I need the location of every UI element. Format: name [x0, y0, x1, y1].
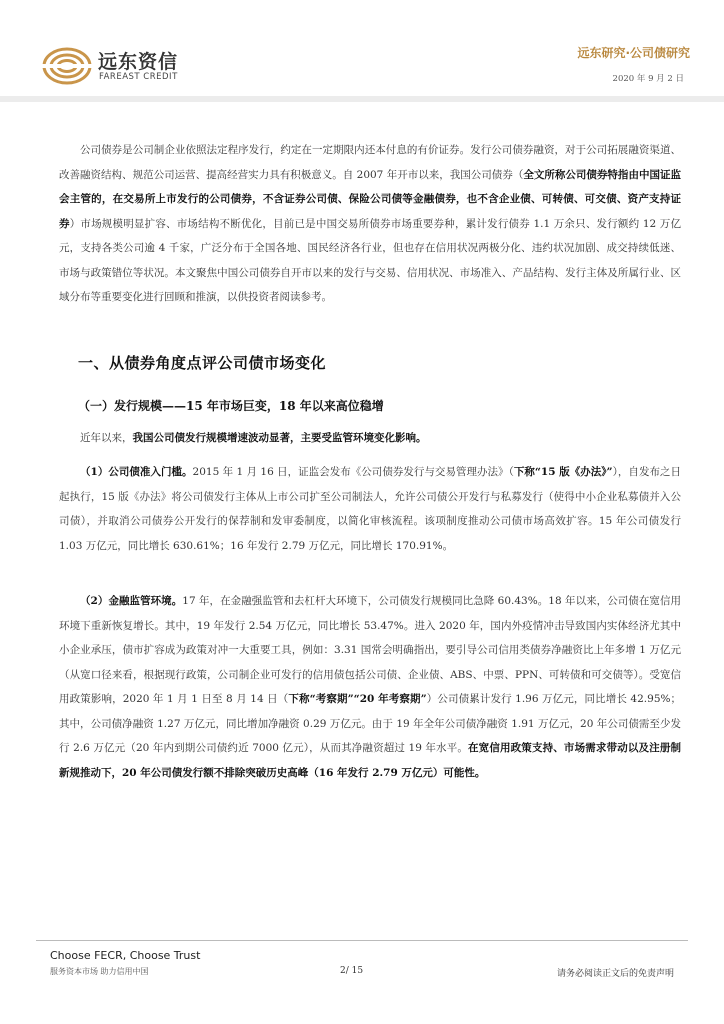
footer-slogan-sub: 服务资本市场 助力信用中国	[50, 967, 149, 976]
subsection-heading: （一）发行规模——15 年市场巨变，18 年以来高位稳增	[78, 399, 384, 413]
item2-paragraph	[59, 589, 681, 785]
page-number: 2/ 15	[340, 966, 364, 976]
section-heading: 一、从债券角度点评公司债市场变化	[78, 354, 327, 372]
page-header	[0, 0, 724, 100]
item2-text-a: 17 年，在金融强监管和去杠杆大环境下，公司债发行规模同比急降 60.43%。18 年以来，公司债在宽信用环境下重新恢复增长。其中，19 年发行 2.54 万亿元，同比增长 53.47%。进入 2020 年，国内外疫情冲击导致国内实体经济尤其中小企业承压，债市扩容成为政策对冲一大重要工具，例如：3.31 国常会明确指出，要引导公司信用类债券净融资比上年多增 1 万亿元（从宽口径来看，根据现行政策，公司制企业可发行的信用债包括公司债、企业债、ABS、中票、PPN、可转债和可交债等）。受宽信用政策影响，2020 年 1 月 1 日至 8 月 14 日（	[59, 595, 681, 705]
logo-chinese-name: 远东资信	[98, 51, 179, 73]
header-divider	[0, 96, 724, 102]
item1-text-c: ），自发布之日起执行，15 版《办法》将公司债发行主体从上市公司扩至公司制法人，允许公司债公开发行与私募发行（使得中小企业私募债并入公司债），并取消公司债券公开发行的保荐制和发审委制度，以简化审核流程。该项制度推动公司债市场高效扩容。15 年公司债发行 1.03 万亿元，同比增长 630.61%；16 年发行 2.79 万亿元，同比增长 170.91%。	[59, 466, 682, 552]
fareast-logo-icon	[42, 46, 92, 86]
item2-heading: （2）金融监管环境。	[80, 595, 183, 607]
lead-bold: 我国公司债发行规模增速波动显著，主要受监管环境变化影响。	[132, 432, 427, 444]
item1-text-a: 2015 年 1 月 16 日，证监会发布《公司债券发行与交易管理办法》（	[192, 466, 514, 478]
intro-text-1: 公司债券是公司制企业依照法定程序发行，约定在一定期限内还本付息的有价证券。发行公司债券融资，对于公司拓展融资渠道、改善融资结构、规范公司运营、提高经营实力具有积极意义。自 2007 年开市以来，我国公司债券（	[59, 144, 681, 181]
lead-paragraph	[59, 426, 681, 451]
lead-text: 近年以来，	[80, 432, 133, 444]
report-date: 2020 年 9 月 2 日	[612, 74, 684, 84]
item1-paragraph	[59, 460, 681, 558]
item2-bold-1: 下称“考察期”“20 年考察期”	[288, 693, 427, 705]
item1-bold: 下称“15 版《办法》”	[513, 466, 613, 478]
intro-definition-bold: 全文所称公司债券特指由中国证监会主管的，在交易所上市发行的公司债券，不含证券公司债、保险公司债等金融债券，也不含企业债、可转债、可交债、资产支持证券	[59, 168, 681, 230]
intro-text-2: ）市场规模明显扩容、市场结构不断优化，目前已是中国交易所债券市场重要券种，累计发行债券 1.1 万余只、发行额约 12 万亿元，支持各类公司逾 4 千家，广泛分布于全国各地、国民经济各行业，但也存在信用状况两极分化、违约状况加剧、成交持续低迷、市场与政策错位等状况。本文聚焦中国公司债券自开市以来的发行与交易、信用状况、市场准入、产品结构、发行主体及所属行业、区域分布等重要变化进行回顾和推演，以供投资者阅读参考。	[59, 217, 681, 303]
logo-english-name: FAREAST CREDIT	[99, 72, 178, 82]
footer-slogan: Choose FECR, Choose Trust	[50, 949, 201, 962]
intro-paragraph	[59, 138, 681, 310]
footer-divider	[36, 940, 688, 941]
item2-text-c: ）公司债累计发行 1.96 万亿元，同比增长 42.95%；其中，公司债净融资 1.27 万亿元，同比增加净融资 0.29 万亿元。由于 19 年全年公司债净融资 1.91 万亿元，20 年公司债需至少发行 2.6 万亿元（20 年内到期公司债约近 7000 亿元），从而其净融资超过 19 年水平。	[59, 693, 681, 754]
item1-heading: （1）公司债准入门槛。	[80, 466, 193, 478]
item2-bold-2: 在宽信用政策支持、市场需求带动以及注册制新规推动下，20 年公司债发行额不排除突破历史高峰（16 年发行 2.79 万亿元）可能性。	[59, 742, 681, 779]
report-series: 远东研究·公司债研究	[577, 46, 690, 60]
footer-disclaimer: 请务必阅读正文后的免责声明	[556, 969, 674, 979]
